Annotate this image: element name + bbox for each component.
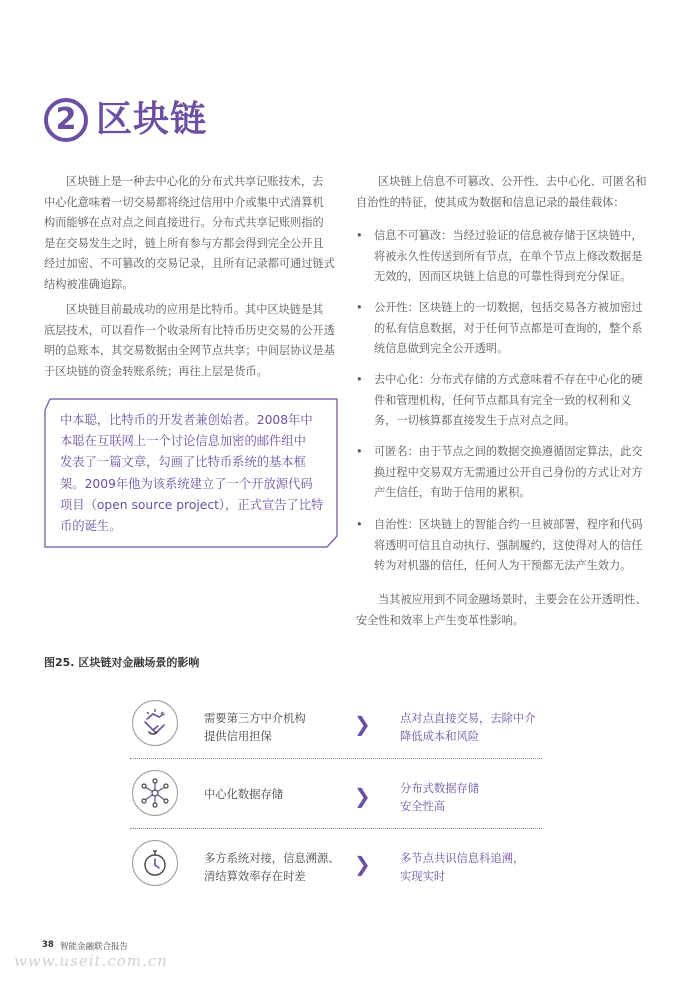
callout-box	[44, 398, 338, 548]
text-line: 产生信任，有助于信用的累积。	[374, 486, 531, 499]
row-3-improved	[400, 850, 524, 886]
text-line: 公开性：区块链上的一切数据，包括交易各方被加密过	[374, 301, 643, 314]
text-line: 需要第三方中介机构	[204, 712, 306, 725]
text-line: 架。2009年他为该系统建立了一个开放源代码	[60, 476, 313, 491]
callout-text	[60, 410, 328, 537]
row-2-current	[204, 786, 283, 804]
text-line: 的私有信息数据，对于任何节点都是可查询的，整个系	[374, 321, 643, 335]
stopwatch-icon	[132, 840, 178, 886]
text-line: 底层技术，可以看作一个收录所有比特币历史交易的公开透	[44, 323, 335, 337]
text-line: 区块链上信息不可篡改、公开性、去中心化、可匿名和	[378, 175, 647, 188]
section-title: 区块链	[96, 99, 208, 140]
row-divider	[130, 828, 542, 829]
text-line: 提供信用担保	[204, 730, 272, 743]
chevron-right-icon: ❯	[354, 852, 371, 876]
bullet-dot-icon: •	[356, 518, 363, 531]
text-line: 币的诞生。	[60, 519, 122, 534]
right-outro	[356, 590, 650, 631]
text-line: 经过加密、不可篡改的交易记录，且所有记录都可通过链式	[44, 257, 335, 270]
row-1-improved	[400, 710, 536, 746]
right-intro	[356, 172, 650, 213]
text-line: 多节点共识信息科追溯，	[400, 852, 525, 865]
section-number-badge	[44, 98, 88, 142]
handshake-magnet-icon	[132, 700, 178, 746]
row-1-current	[204, 710, 306, 746]
bullet-dot-icon: •	[356, 301, 363, 314]
text-line: 转为对机器的信任，任何人为干预都无法产生效力。	[374, 559, 632, 572]
text-line: 是在交易发生之时，链上所有参与方都会得到完全公开且	[44, 236, 324, 250]
text-line: 于区块链的资金转账系统；再往上层是货币。	[44, 364, 268, 378]
text-line: 实现实时	[400, 870, 446, 883]
report-title: 智能金融联合报告	[60, 942, 129, 952]
text-line: 件和管理机构，任何节点都具有完全一致的权利和义	[374, 393, 632, 407]
text-line: 将被永久性传送到所有节点，在单个节点上修改数据是	[374, 249, 643, 263]
text-line: 清结算效率存在时差	[204, 870, 306, 883]
text-line: 去中心化：分布式存储的方式意味着不存在中心化的硬	[374, 373, 643, 386]
row-divider	[130, 758, 542, 759]
text-line: 安全性和效率上产生变革性影响。	[356, 613, 524, 627]
text-line: 将透明可信且自动执行、强制履约，这使得对人的信任	[374, 538, 643, 552]
page-number: 38	[42, 940, 54, 950]
text-line: 安全性高	[400, 800, 446, 813]
text-line: 明的总账本，其交易数据由全网节点共享；中间层协议是基	[44, 344, 335, 357]
bullet-item	[356, 515, 652, 577]
text-line: 自治性的特征，使其成为数据和信息记录的最佳载体：	[356, 195, 625, 209]
network-nodes-icon	[132, 770, 178, 816]
text-line: 务，一切核算都直接发生于点对点之间。	[374, 414, 576, 427]
bullet-dot-icon: •	[356, 373, 363, 386]
text-line: 多方系统对接，信息溯源、	[204, 852, 340, 865]
watermark: www.useit.com.cn	[14, 952, 168, 970]
chevron-right-icon: ❯	[354, 784, 371, 808]
bullet-item	[356, 370, 652, 432]
bullet-item	[356, 442, 652, 504]
left-paragraph-2	[44, 300, 336, 382]
text-line: 中心化数据存储	[204, 788, 284, 801]
text-line: 中心化意味着一切交易都将绕过信用中介或集中式清算机	[44, 195, 324, 209]
text-line: 信息不可篡改：当经过验证的信息被存储于区块链中，	[374, 229, 643, 242]
section-number: 2	[55, 102, 77, 137]
text-line: 自治性：区块链上的智能合约一旦被部署，程序和代码	[374, 518, 643, 531]
row-3-current	[204, 850, 340, 886]
bullet-item	[356, 298, 652, 360]
bullet-dot-icon: •	[356, 445, 363, 458]
text-line: 降低成本和风险	[400, 730, 480, 743]
text-line: 区块链目前最成功的应用是比特币。其中区块链是其	[66, 303, 324, 316]
text-line: 点对点直接交易，去除中介	[400, 712, 536, 725]
bullet-dot-icon: •	[356, 229, 363, 242]
text-line: 可匿名：由于节点之间的数据交换遵循固定算法，此交	[374, 445, 643, 458]
text-line: 分布式数据存储	[400, 782, 480, 795]
text-line: 结构被准确追踪。	[44, 277, 134, 291]
figure-title: 图25. 区块链对金融场景的影响	[44, 656, 200, 669]
row-2-improved	[400, 780, 479, 816]
text-line: 当其被应用到不同金融场景时，主要会在公开透明性、	[378, 593, 647, 606]
text-line: 构而能够在点对点之间直接进行。分布式共享记账则指的	[44, 216, 324, 229]
text-line: 发表了一篇文章，勾画了比特币系统的基本框	[60, 455, 306, 470]
text-line: 换过程中交易双方无需通过公开自己身份的方式让对方	[374, 465, 643, 479]
left-paragraph-1	[44, 172, 336, 295]
text-line: 项目（open source project），正式宣告了比特	[60, 497, 324, 512]
text-line: 统信息做到完全公开透明。	[374, 342, 509, 355]
text-line: 中本聪，比特币的开发者兼创始者。2008年中	[60, 413, 313, 427]
bullet-item	[356, 226, 652, 288]
text-line: 区块链上是一种去中心化的分布式共享记账技术，去	[66, 175, 324, 188]
chevron-right-icon: ❯	[354, 712, 371, 736]
text-line: 本聪在互联网上一个讨论信息加密的邮件组中	[60, 434, 306, 449]
text-line: 无效的，因而区块链上信息的可靠性得到充分保证。	[374, 270, 632, 283]
